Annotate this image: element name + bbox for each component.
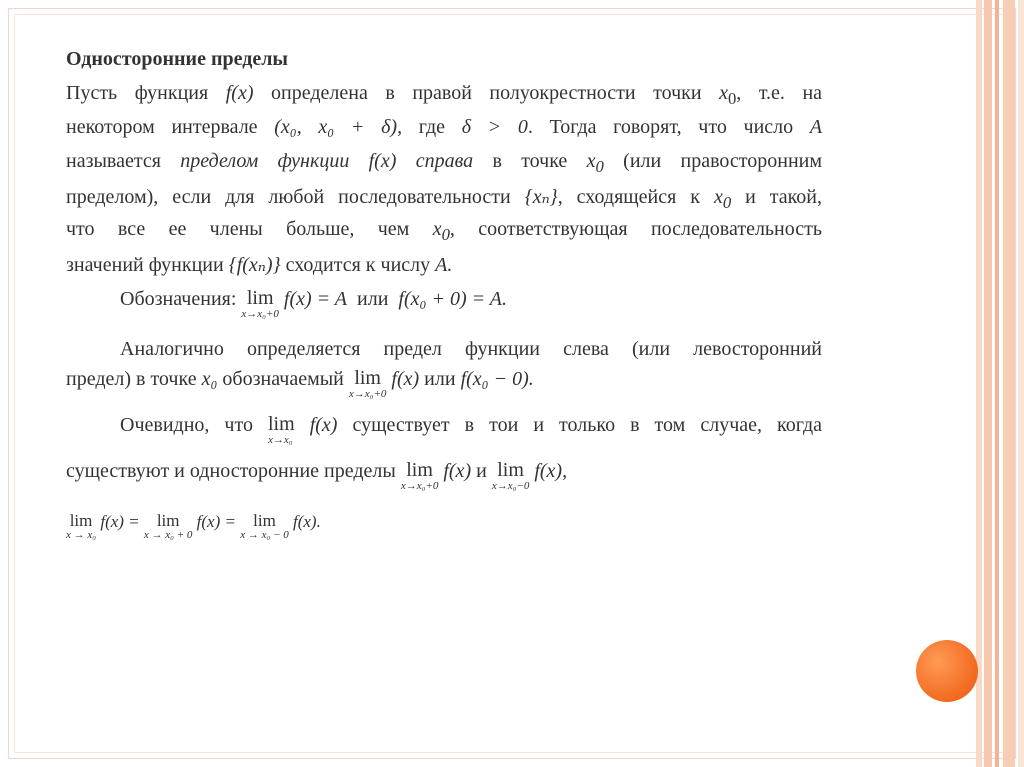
- limit-left: [492, 460, 530, 492]
- page-title: Односторонние пределы: [66, 48, 289, 70]
- decor-stripe: [1003, 0, 1015, 767]
- math-A: A.: [435, 254, 453, 276]
- text: значений функции: [66, 254, 224, 276]
- text: называется: [66, 150, 161, 172]
- limit-two-sided: [66, 512, 96, 541]
- lim-sub: x→x₀: [268, 434, 293, 446]
- text: определена в правой полуокрестности точки: [271, 82, 702, 104]
- math-expr: f(x) = A: [283, 288, 348, 310]
- para3-line1: [66, 338, 822, 361]
- lim: lim: [354, 367, 381, 389]
- para1-line6: [66, 252, 452, 277]
- text: существует в тои и только в том случае, когда: [352, 414, 822, 436]
- math-expr: f(x).: [293, 512, 321, 531]
- text: (или правосторонним: [623, 150, 823, 172]
- text: или: [424, 368, 456, 390]
- lim-sub: x → x₀ + 0: [143, 529, 193, 541]
- math-fx: f(x): [443, 460, 472, 482]
- para1-line1: [66, 82, 822, 109]
- lim: lim: [69, 511, 93, 530]
- math-sub: 0: [727, 89, 737, 108]
- lim-sub: x→x₀+0: [400, 480, 439, 492]
- para1-line5: что все ее члены больше, чем $x_0$, соответствующая последовательность: [66, 218, 822, 244]
- lim: lim: [406, 459, 433, 481]
- math-sequence: {xₙ}: [524, 186, 558, 208]
- para1-line4: пределом), если для любой последовательности {xₙ}, сходящейся к $x_0$ и такой,: [66, 186, 822, 212]
- lim: lim: [268, 413, 295, 435]
- math-x0: x₀: [201, 368, 218, 390]
- lim-sub: x→x₀+0: [241, 308, 279, 320]
- lim-sub: x→x₀+0: [348, 388, 387, 400]
- limit-right: [401, 460, 439, 492]
- text: что все ее члены больше, чем: [66, 218, 410, 240]
- math-expr: f(x₀ − 0).: [460, 368, 534, 390]
- math-fx: f(x),: [534, 460, 568, 482]
- limit-left: [349, 368, 387, 400]
- lim: lim: [246, 287, 274, 309]
- limit-right: [144, 512, 193, 541]
- math-fx: f(x): [225, 82, 254, 104]
- text: сходится к числу: [285, 254, 431, 276]
- text: и такой,: [745, 186, 822, 208]
- notation-line: [120, 288, 507, 320]
- limit-right: [241, 288, 279, 320]
- text: или: [357, 288, 389, 310]
- text: . Тогда говорят, что число: [527, 116, 794, 138]
- para1-line3: называется пределом функции f(x) справа в точке $x_0$ (или правосторонним: [66, 150, 823, 176]
- decor-stripe: [976, 0, 982, 767]
- lim: lim: [253, 511, 276, 530]
- text: и: [476, 460, 487, 482]
- math-interval: (x₀, x₀ + δ): [274, 116, 398, 138]
- text: обозначаемый: [222, 368, 344, 390]
- para1-line2: [66, 116, 822, 139]
- text: Пусть функция: [66, 82, 209, 104]
- math-condition: δ > 0: [461, 116, 528, 138]
- definition-term: пределом функции f(x) справа: [180, 150, 474, 172]
- para3-line2: [66, 368, 534, 400]
- para4-line1: [66, 414, 822, 446]
- text: в точке: [492, 150, 568, 172]
- decor-stripe: [984, 0, 992, 767]
- text: некотором интервале: [66, 116, 258, 138]
- math-expr: f(x) =: [100, 512, 140, 531]
- text: , соответствующая последовательность: [449, 218, 822, 240]
- limit-two-sided: [268, 414, 295, 446]
- notation-label: Обозначения:: [120, 288, 237, 310]
- lim-sub: x → x₀: [66, 529, 97, 541]
- math-A: A: [809, 116, 823, 138]
- lim-sub: x→x₀−0: [491, 480, 530, 492]
- para4-line2: [66, 460, 567, 492]
- text: предел) в точке: [66, 368, 197, 390]
- lim: lim: [156, 511, 180, 530]
- text: Очевидно, что: [120, 414, 253, 436]
- orange-circle-decoration: [916, 640, 978, 702]
- lim-sub: x → x₀ − 0: [240, 529, 289, 541]
- text: , сходящейся к: [557, 186, 700, 208]
- decor-stripe: [1018, 0, 1024, 767]
- math-fx: f(x): [391, 368, 420, 390]
- math-x0: x: [719, 82, 728, 104]
- lim: lim: [497, 459, 524, 481]
- math-function-sequence: {f(xₙ)}: [228, 254, 281, 276]
- math-expr: f(x) =: [196, 512, 236, 531]
- text: , где: [397, 116, 445, 138]
- text: , т.е. на: [736, 82, 823, 104]
- para5-equality: [66, 512, 321, 541]
- text: пределом), если для любой последовательности: [66, 186, 511, 208]
- text: существуют и односторонние пределы: [66, 460, 396, 482]
- limit-left: [240, 512, 289, 541]
- math-expr: f(x₀ + 0) = A.: [398, 288, 507, 310]
- math-fx: f(x): [309, 414, 338, 436]
- text: Аналогично определяется предел функции слева (или левосторонний: [120, 338, 822, 360]
- decor-stripe: [995, 0, 999, 767]
